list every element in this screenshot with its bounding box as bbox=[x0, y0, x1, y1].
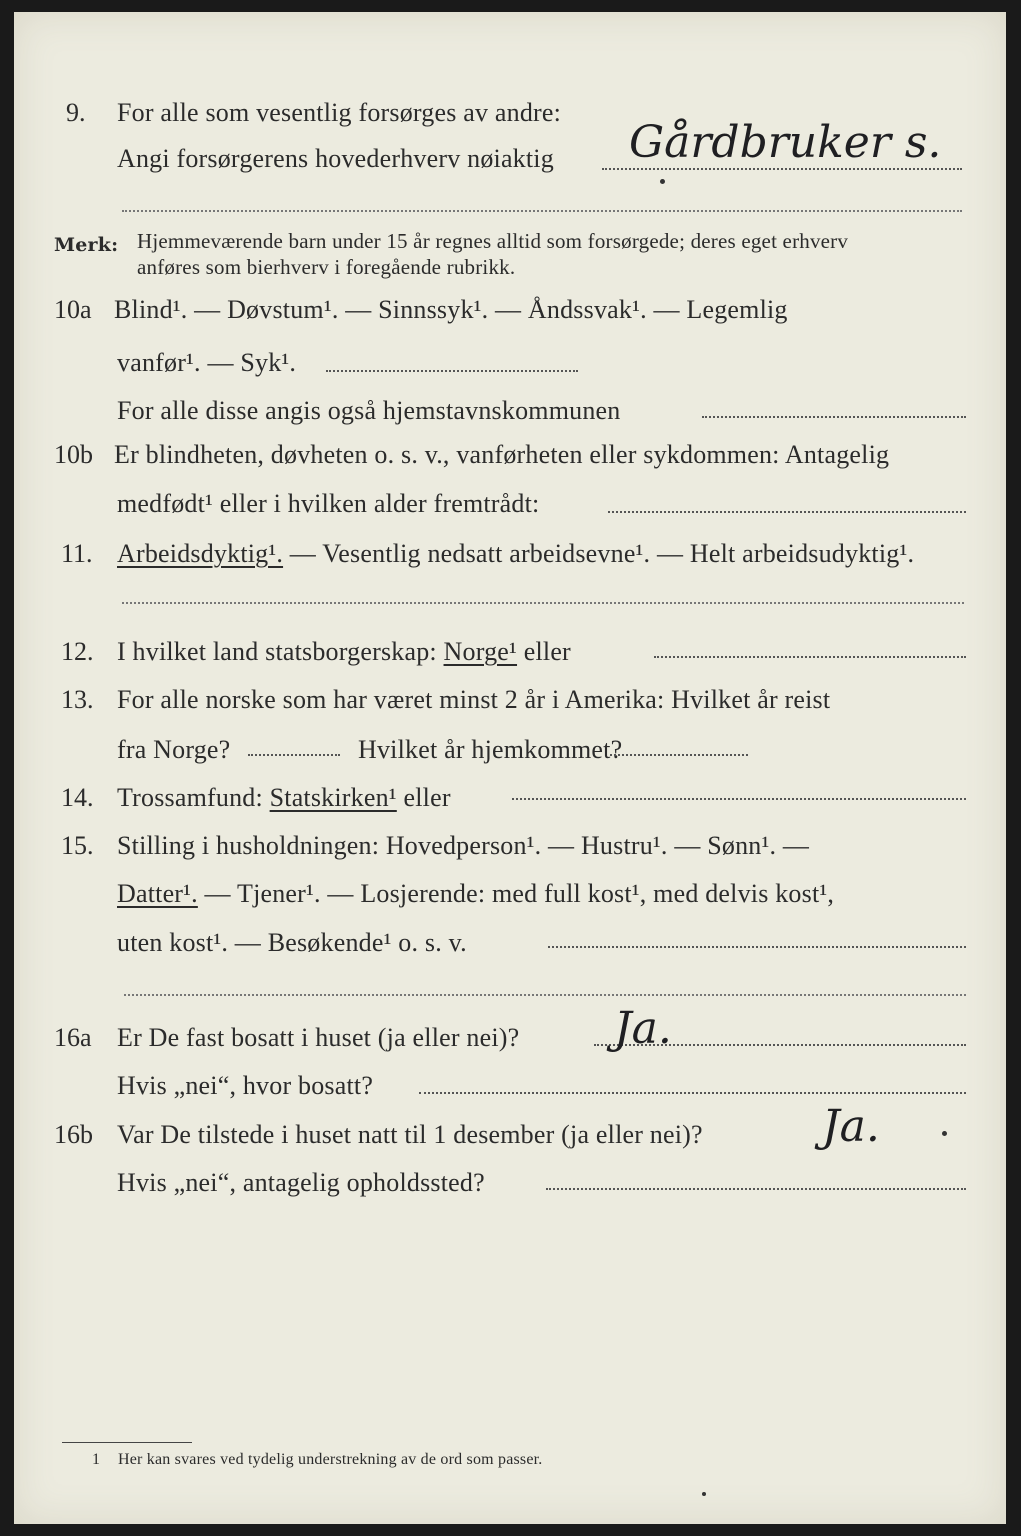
q10a-syk-line bbox=[326, 370, 578, 372]
q14-number: 14. bbox=[61, 783, 94, 812]
merk-line1: Hjemmeværende barn under 15 år regnes alltid som forsørgede; deres eget erhverv bbox=[137, 229, 849, 253]
q16b-line2: Hvis „nei“, antagelig opholdssted? bbox=[117, 1168, 485, 1197]
q16b-opholdssted-line bbox=[546, 1188, 966, 1190]
separator-line bbox=[122, 210, 962, 212]
q16a-bosatt-line bbox=[419, 1092, 966, 1094]
q16b-handwritten-answer: Ja. bbox=[822, 1101, 880, 1152]
q12-answer-line bbox=[654, 656, 966, 658]
q15-line3: uten kost¹. — Besøkende¹ o. s. v. bbox=[117, 928, 467, 957]
ink-dot bbox=[660, 179, 665, 184]
q15-answer-line bbox=[548, 946, 966, 948]
q12-underlined-answer: Norge¹ bbox=[443, 637, 518, 666]
q15-line2 bbox=[117, 879, 834, 909]
q13-line1: For alle norske som har været minst 2 år i Amerika: Hvilket år reist bbox=[117, 685, 831, 714]
q12-post: eller bbox=[517, 637, 571, 666]
separator-line bbox=[124, 994, 966, 996]
q14-text bbox=[117, 783, 451, 813]
q13-reist-line bbox=[248, 754, 340, 756]
q10b-line1: Er blindheten, døvheten o. s. v., vanførheten eller sykdommen: Antagelig bbox=[114, 440, 890, 469]
q10a-number: 10a bbox=[54, 295, 92, 324]
q15-underlined-answer: Datter¹. bbox=[117, 879, 198, 908]
q9-line2: Angi forsørgerens hovederhverv nøiaktig bbox=[117, 144, 554, 173]
q10b-number: 10b bbox=[54, 440, 93, 469]
q13-hjemkommet-line bbox=[610, 754, 748, 756]
separator-line bbox=[122, 602, 964, 604]
q12-pre: I hvilket land statsborgerskap: bbox=[117, 637, 444, 666]
ink-dot bbox=[942, 1131, 947, 1136]
q11-number: 11. bbox=[61, 539, 93, 568]
q16b-number: 16b bbox=[54, 1120, 93, 1149]
q11-rest: — Vesentlig nedsatt arbeidsevne¹. — Helt arbeidsudyktig¹. bbox=[283, 539, 915, 568]
q10a-kommune-line bbox=[702, 416, 966, 418]
q15-number: 15. bbox=[61, 831, 94, 860]
q10a-line2: vanfør¹. — Syk¹. bbox=[117, 348, 297, 377]
q11-text bbox=[117, 539, 914, 569]
q10b-line2: medfødt¹ eller i hvilken alder fremtrådt: bbox=[117, 489, 540, 518]
q9-number: 9. bbox=[66, 98, 86, 127]
ink-dot bbox=[702, 1492, 706, 1496]
q16a-handwritten-answer: Ja. bbox=[614, 1003, 672, 1054]
q9-answer-line bbox=[602, 168, 962, 170]
q14-underlined-answer: Statskirken¹ bbox=[269, 783, 397, 812]
q13-line2a: fra Norge? bbox=[117, 735, 231, 764]
merk-line2: anføres som bierhverv i foregående rubrikk. bbox=[137, 255, 516, 279]
q16a-line1: Er De fast bosatt i huset (ja eller nei)? bbox=[117, 1023, 520, 1052]
q13-line2b: Hvilket år hjemkommet? bbox=[358, 735, 623, 764]
q16a-number: 16a bbox=[54, 1023, 92, 1052]
q16b-line1: Var De tilstede i huset natt til 1 desember (ja eller nei)? bbox=[117, 1120, 703, 1149]
footnote-text: Her kan svares ved tydelig understrekning av de ord som passer. bbox=[118, 1451, 543, 1468]
q15-line1: Stilling i husholdningen: Hovedperson¹. — Hustru¹. — Sønn¹. — bbox=[117, 831, 810, 860]
footnote-rule bbox=[62, 1442, 192, 1443]
q10a-line3: For alle disse angis også hjemstavnskommunen bbox=[117, 396, 621, 425]
q13-number: 13. bbox=[61, 685, 94, 714]
q10a-line1: Blind¹. — Døvstum¹. — Sinnssyk¹. — Åndssvak¹. — Legemlig bbox=[114, 295, 788, 324]
q15-line2-rest: — Tjener¹. — Losjerende: med full kost¹, med delvis kost¹, bbox=[197, 879, 835, 908]
merk-label: Merk: bbox=[54, 234, 119, 256]
q16a-line2: Hvis „nei“, hvor bosatt? bbox=[117, 1071, 374, 1100]
q14-post: eller bbox=[396, 783, 451, 812]
q9-handwritten-answer: Gårdbruker s. bbox=[629, 117, 942, 168]
q10b-answer-line bbox=[608, 511, 966, 513]
q14-pre: Trossamfund: bbox=[117, 783, 270, 812]
footnote-marker: 1 bbox=[92, 1451, 101, 1468]
q12-text bbox=[117, 637, 571, 667]
census-form-page bbox=[14, 12, 1006, 1524]
q9-line1: For alle som vesentlig forsørges av andre: bbox=[117, 98, 562, 127]
q11-underlined-answer: Arbeidsdyktig¹. bbox=[117, 539, 284, 568]
q14-answer-line bbox=[512, 798, 966, 800]
q12-number: 12. bbox=[61, 637, 94, 666]
